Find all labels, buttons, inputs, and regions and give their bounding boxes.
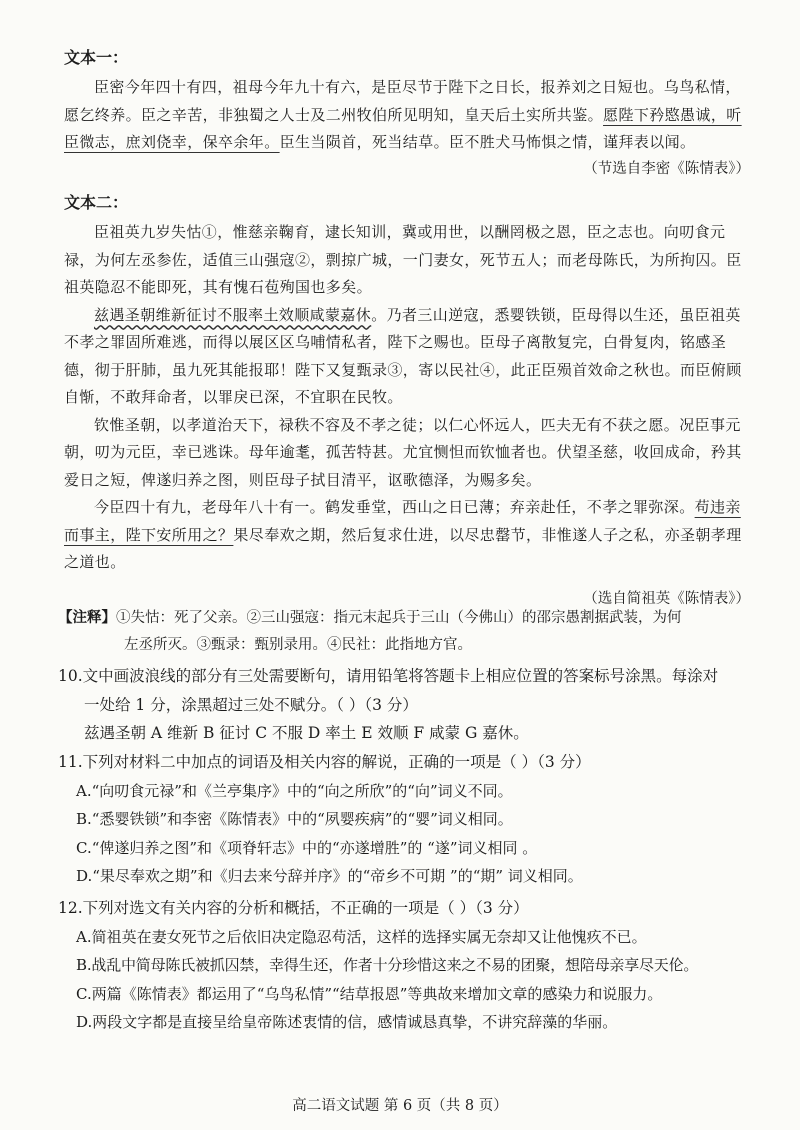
text1-underlined-sentence: 愿陛下矜愍愚诚，听臣微志，庶刘侥幸，保卒余年。 — [64, 105, 742, 151]
page-footer: 高二语文试题 第 6 页（共 8 页） — [292, 1098, 508, 1114]
text2-underlined-sentence: 苟违亲而事主，陛下安所用之？ — [64, 498, 741, 544]
text1-heading: 文本一： — [64, 48, 129, 67]
q10-options: 兹遇圣朝 A 维新 B 征讨 C 不服 D 率土 E 效顺 F 咸蒙 G 嘉休。 — [84, 724, 529, 742]
notes-section — [58, 604, 750, 659]
q12-option-c: C.两篇《陈情表》都运用了“乌鸟私情”“结草报恩”等典故来增加文章的感染力和说服力。 — [76, 984, 663, 1003]
text1-paragraph — [64, 74, 750, 157]
q10-stem-line-1: 10.文中画波浪线的部分有三处需要断句，请用铅笔将答题卡上相应位置的答案标号涂黑。每涂对 — [58, 667, 719, 685]
question-10 — [58, 662, 750, 748]
q12-option-a: A.简祖英在妻女死节之后依旧决定隐忍苟活，这样的选择实属无奈却又让他愧疚不已。 — [76, 927, 647, 946]
q11-option-b: B.“悉婴铁锁”和李密《陈情表》中的“夙婴疾病”的“婴”词义相同。 — [76, 810, 513, 828]
q12-option-d: D.两段文字都是直接呈给皇帝陈述衷情的信，感情诚恳真挚，不讲究辞藻的华丽。 — [76, 1013, 618, 1031]
text2-wavy-line-sentence: 兹遇圣朝维新征讨不服率土效顺咸蒙嘉休 — [94, 305, 372, 324]
text2-paragraph-2 — [64, 302, 750, 412]
question-12 — [58, 894, 758, 1037]
text1-section — [64, 46, 750, 181]
question-11 — [58, 748, 750, 891]
text2-p2-rest: 。乃者三山逆寇，悉婴铁锁，臣母得以生还，虽臣祖英不孝之罪固所难逃，而得以展区区乌哺情私者，陛下之赐也。臣母子离散复完，白骨复肉，铭感圣德，彻于肝肺，虽九死其能报耶！陛下又复甄录③，寄以民社④，此正臣殒首效命之秋也。而臣俯顾自惭，不敢拜命者，以罪戾已深，不宜职在民牧。 — [64, 305, 742, 406]
text2-heading: 文本二： — [64, 193, 129, 212]
text2-p4-b: 果尽奉欢之期，然后复求仕进，以尽忠罄节，非惟遂人子之私，亦圣朝孝理之道也。 — [64, 525, 742, 571]
text1-p1-a: 臣密今年四十有四，祖母今年九十有六，是臣尽节于陛下之日长，报养刘之日短也。乌鸟私情，愿乞终养。臣之辛苦，非独蜀之人士及二州牧伯所见明知，皇天后土实所共鉴。 — [64, 78, 741, 124]
text2-source: （选自简祖英《陈情表》） — [583, 590, 750, 607]
notes-line-2: 左丞所灭。③甄录：甄别录用。④民社：此指地方官。 — [124, 637, 472, 653]
text2-paragraph-4 — [64, 494, 750, 577]
q11-option-a: A.“向叨食元禄”和《兰亭集序》中的“向之所欣”的“向”词义不同。 — [76, 781, 513, 800]
q10-stem-line-2: 一处给 1 分，涂黑超过三处不赋分。（ ）（3 分） — [84, 695, 418, 714]
text2-section — [64, 191, 750, 611]
text1-p1-b: 臣生当陨首，死当结草。臣不胜犬马怖惧之情，谨拜表以闻。 — [279, 133, 696, 151]
text2-paragraph-1: 臣祖英九岁失怙①，惟慈亲鞠育，逮长知训，冀或用世，以酬罔极之恩，臣之志也。向叨食元禄，为何左丞参佐，适值三山强寇②，剽掠广城，一门妻女，死节五人；而老母陈氏，为所拘囚。臣祖英隐忍不能即死，其有愧石苞殉国也多矣。 — [64, 223, 742, 296]
q11-option-d: D.“果尽奉欢之期”和《归去来兮辞并序》的“帝乡不可期 ”的“期” 词义相同。 — [76, 867, 583, 885]
q11-option-c: C.“俾遂归养之图”和《项脊轩志》中的“亦遂增胜”的 “遂”词义相同 。 — [76, 838, 538, 857]
text1-source: （节选自李密《陈情表》） — [583, 160, 750, 177]
notes-line-1: 【注释】①失怙：死了父亲。②三山强寇：指元末起兵于三山（今佛山）的邵宗愚割据武装，为何 — [58, 609, 682, 626]
text2-p4-a: 今臣四十有九，老母年八十有一。鹤发垂堂，西山之日已薄；弃亲赴任，不孝之罪弥深。 — [94, 498, 695, 516]
notes-label: 【注释】 — [58, 609, 116, 626]
q11-stem: 11.下列对材料二中加点的词语及相关内容的解说，正确的一项是（ ）（3 分） — [58, 753, 591, 771]
text2-paragraph-3: 钦惟圣朝，以孝道治天下，禄秩不容及不孝之徒；以仁心怀远人，匹夫无有不获之愿。况臣事元朝，叨为元臣，幸已逃诛。母年逾耄，孤苦特甚。尤宜恻怛而钦恤者也。伏望圣慈，收回成命，矜其爱日之短，俾遂归养之图，则臣母子拭目清平，讴歌德泽，为赐多矣。 — [64, 415, 742, 489]
q12-option-b: B.战乱中简母陈氏被抓囚禁，幸得生还，作者十分珍惜这来之不易的团聚，想陪母亲享尽天伦。 — [76, 956, 699, 974]
q12-stem: 12.下列对选文有关内容的分析和概括，不正确的一项是（ ）（3 分） — [58, 899, 529, 917]
